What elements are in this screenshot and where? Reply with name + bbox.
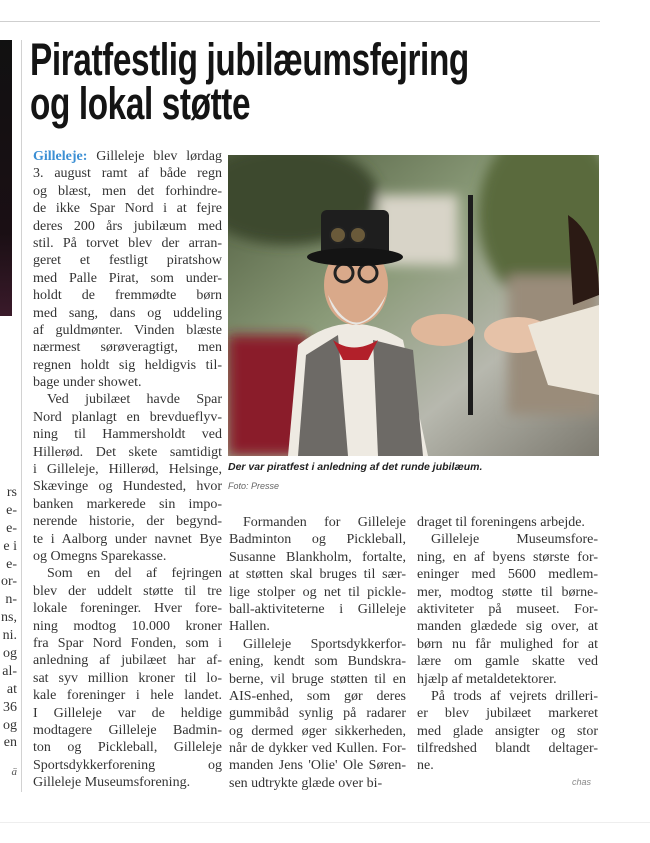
text-line: blev der uddelt støtte til tre	[33, 583, 222, 599]
text-line: 36	[3, 699, 17, 715]
text-line: I Gilleleje var de heldige	[33, 705, 222, 721]
text-line: e-	[6, 520, 17, 536]
text-line: ning, en af byens største for-	[417, 549, 598, 565]
author-byline: chas	[572, 777, 592, 787]
text-line: de ikke Spar Nord i at fejre	[33, 201, 222, 217]
text-line: 3. august ramt af både regn	[33, 166, 222, 182]
text-line: ton og Pickleball, Gilleleje	[33, 740, 222, 756]
text-line: berne, vil bruge støtten til en	[229, 671, 406, 687]
text-line: ni.	[2, 628, 17, 644]
article-column-2	[229, 514, 406, 792]
text-line: ball-aktiviteterne i Gilleleje	[229, 601, 406, 617]
text-line: fra Spar Nord Fonden, som i	[33, 635, 222, 651]
text-line: sat syv million kroner til lo-	[33, 670, 222, 686]
text-line: stil. På torvet blev der arran-	[33, 235, 222, 251]
text-line-content: Gilleleje blev lørdag	[87, 149, 222, 164]
text-line: og Omegns Sparekasse.	[33, 548, 167, 564]
text-line: lære om gamle skatte ved	[417, 654, 598, 670]
text-line: draget til foreningens arbejde.	[417, 515, 585, 530]
text-line: På trods af vejrets drilleri-	[431, 688, 598, 704]
text-line: tilfredshed blandt deltager-	[417, 741, 598, 757]
text-line: lige stolper og net til pickle-	[229, 584, 406, 600]
text-line: e-	[6, 556, 17, 572]
text-line: med sang, dans og uddeling	[33, 305, 222, 321]
text-line: en	[3, 735, 17, 751]
text-line: Susanne Blankholm, fortalte,	[229, 549, 406, 565]
text-line: når de dykker ved Kullen. For-	[229, 741, 406, 757]
text-line: Gilleleje Museumsfore-	[431, 532, 598, 548]
text-line: Ved jubilæet havde Spar	[47, 392, 222, 408]
text-line: or-	[0, 574, 17, 590]
photo-credit: Foto: Presse	[228, 481, 280, 491]
text-line: Skævinge og Hundested, hvor	[33, 479, 222, 495]
text-line: Formanden for Gilleleje	[243, 515, 406, 530]
text-line: med Palle Pirat, som under-	[33, 270, 222, 286]
text-line: AIS-enhed, som gør deres	[229, 688, 406, 704]
text-line: e i	[3, 538, 17, 554]
text-line: at støtten skal bruges til sær-	[229, 567, 406, 583]
text-line: Gilleleje Museumsforening.	[33, 775, 191, 791]
text-line: ning modtog 10.000 kroner	[33, 618, 222, 634]
text-line: nærmest sørøveragtigt, men	[33, 340, 222, 356]
text-line: modtagere Gilleleje Badmin-	[33, 722, 222, 738]
adjacent-article-text-fragment	[0, 484, 17, 752]
text-line: te i Aalborg under navnet Bye	[33, 531, 222, 547]
text-line: rs	[6, 485, 17, 500]
adjacent-article-photo	[0, 40, 12, 316]
text-line: n-	[5, 592, 17, 608]
text-line: og dermed øger sikkerheden,	[229, 723, 406, 739]
text-line: og	[3, 646, 17, 662]
text-line: nerende historie, der begynd-	[33, 514, 222, 530]
bottom-rule	[0, 822, 650, 823]
text-line: ning til Hammersholdt ved	[33, 427, 222, 443]
text-line: med glade ansigter og stor	[417, 723, 598, 739]
adjacent-article-signature: ä	[11, 766, 17, 778]
text-line: banken markerede sin impo-	[33, 496, 222, 512]
text-line: regnen holdt sig heldigvis til-	[33, 357, 222, 373]
text-line: Hallen.	[229, 619, 270, 635]
text-line: anledning af jubilæet har af-	[33, 653, 222, 669]
text-line: sen udtrykte glæde over bi-	[229, 775, 383, 791]
text-line: ns,	[1, 610, 17, 626]
text-line: Gilleleje Sportsdykkerfor-	[243, 636, 406, 652]
pirate-photo-illustration	[228, 155, 599, 456]
text-line: deres 200 års jubilæum med	[33, 218, 222, 234]
text-line: gummibåd synlig på radarer	[229, 706, 406, 722]
headline-line-2: og lokal støtte	[30, 78, 251, 129]
text-line: manden Jens 'Olie' Ole Søren-	[229, 758, 406, 774]
text-line	[33, 148, 222, 165]
headline-line-1: Piratfestlig jubilæumsfejring	[30, 34, 469, 85]
text-line: børn nu får mulighed for at	[417, 636, 598, 652]
text-line: kale foreninger i hele landet.	[33, 688, 222, 704]
text-line: eninger med 5600 medlem-	[417, 567, 598, 583]
text-line: manden glædede sig over, at	[417, 619, 598, 635]
text-line: bage under showet.	[33, 375, 142, 391]
text-line: mer, modtog støtte til børne-	[417, 584, 598, 600]
column-divider	[21, 40, 22, 792]
text-line: Sportsdykkerforening og	[33, 757, 222, 773]
text-line: af guldmønter. Vinden blæste	[33, 322, 222, 338]
text-line: holdt de fremmødte børn	[33, 288, 222, 304]
text-line: geret et festligt piratshow	[33, 253, 222, 269]
article-column-3	[417, 514, 598, 775]
text-line: lokale foreninger. Hver fore-	[33, 601, 222, 617]
text-line: aktiviteter på museet. For-	[417, 601, 598, 617]
headline	[30, 34, 469, 129]
text-line: e-	[6, 502, 17, 518]
text-line: ening, kendt som Bundskra-	[229, 654, 406, 670]
text-line: al-	[2, 663, 17, 679]
text-line: Badminton og Pickleball,	[229, 532, 406, 548]
text-line: hjælp af metaldetektorer.	[417, 671, 557, 687]
text-line: i Gilleleje, Hillerød, Helsinge,	[33, 462, 222, 478]
text-line: og	[3, 717, 17, 733]
photo-caption: Der var piratfest i anledning af det runde jubilæum.	[228, 461, 483, 473]
text-line: Hillerød. Det skete samtidigt	[33, 444, 222, 460]
text-line: Som en del af fejringen	[47, 566, 222, 582]
text-line: Nord planlagt en brevdueflyv-	[33, 409, 222, 425]
text-line: ne.	[417, 758, 434, 774]
text-line: at	[6, 681, 17, 697]
top-rule	[0, 21, 600, 22]
article-photo	[228, 155, 599, 456]
article-column-1	[33, 148, 222, 791]
text-line: er blev jubilæet markeret	[417, 706, 598, 722]
text-line: og blæst, men det forhindre-	[33, 183, 222, 199]
dateline: Gilleleje:	[33, 149, 88, 164]
